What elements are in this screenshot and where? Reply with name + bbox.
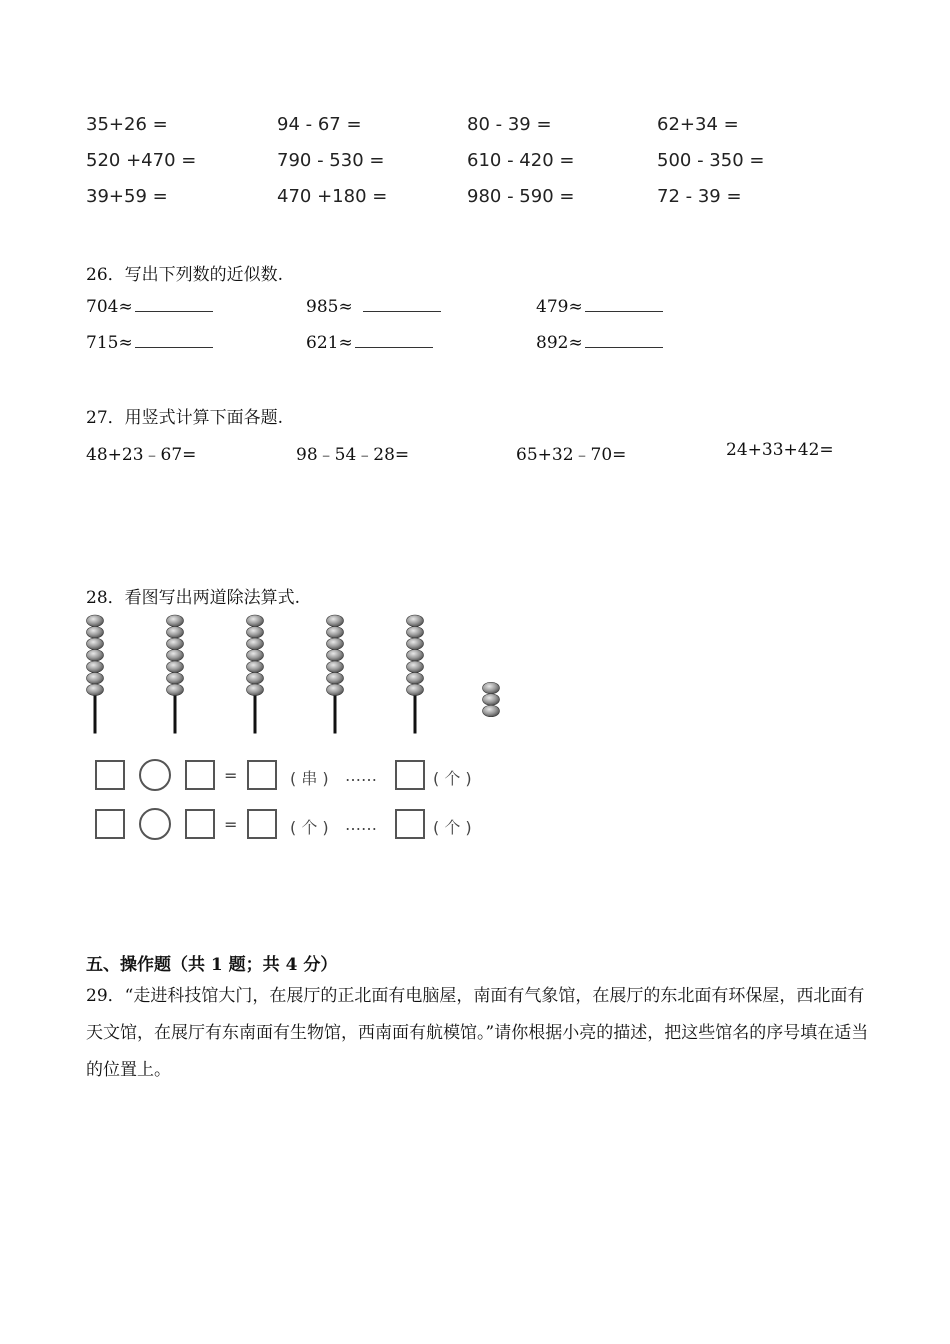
bead: [327, 638, 344, 650]
bead: [407, 627, 424, 639]
answer-box[interactable]: [95, 760, 125, 790]
q26-label: 704≈: [86, 297, 133, 317]
q26-item: [86, 297, 213, 317]
q26-label: 715≈: [86, 333, 133, 353]
bead-stick: [174, 694, 177, 734]
remainder-dots: ……: [345, 766, 377, 785]
leftover-bead: [483, 694, 500, 706]
unit-label: ( 个 ): [433, 769, 472, 788]
q26-label: 892≈: [536, 333, 583, 353]
bead: [247, 673, 264, 685]
q26-label: 985≈: [306, 297, 353, 317]
bead: [87, 650, 104, 662]
math-item: 62+34 =: [657, 114, 739, 135]
bead: [87, 684, 104, 696]
bead: [327, 673, 344, 685]
bead-stick: [254, 694, 257, 734]
bead: [407, 650, 424, 662]
q26-title: 26．写出下列数的近似数.: [86, 265, 284, 285]
operator-circle[interactable]: [139, 759, 171, 791]
bead: [167, 650, 184, 662]
unit-label: ( 串 ): [290, 769, 329, 788]
bead: [87, 673, 104, 685]
answer-box[interactable]: [185, 809, 215, 839]
q27-item: 65+32﹣70=: [516, 445, 627, 465]
bead: [407, 661, 424, 673]
bead: [407, 673, 424, 685]
bead: [167, 638, 184, 650]
math-item: 35+26 =: [86, 114, 168, 135]
answer-box[interactable]: [395, 809, 425, 839]
bead: [167, 627, 184, 639]
section-heading: 五、操作题（共 1 题；共 4 分）: [86, 955, 338, 975]
equals-sign: =: [224, 815, 238, 834]
answer-blank[interactable]: [135, 297, 213, 312]
bead: [327, 650, 344, 662]
unit-label: ( 个 ): [290, 818, 329, 837]
bead: [87, 661, 104, 673]
bead: [327, 627, 344, 639]
bead: [87, 615, 104, 627]
math-item: 980 - 590 =: [467, 186, 575, 207]
leftover-bead: [483, 705, 500, 717]
q27-item: 24+33+42=: [726, 440, 834, 460]
bead: [167, 661, 184, 673]
bead: [407, 638, 424, 650]
operator-circle[interactable]: [139, 808, 171, 840]
bead: [327, 615, 344, 627]
q29-text: 29．“走进科技馆大门，在展厅的正北面有电脑屋，南面有气象馆，在展厅的东北面有环保屋，西北面有天文馆，在展厅有东南面有生物馆，西南面有航模馆。”请你根据小亮的描述，把这些馆名的序号填在适当的位置上。: [86, 986, 869, 1080]
q26-label: 479≈: [536, 297, 583, 317]
bead: [247, 661, 264, 673]
answer-box[interactable]: [95, 809, 125, 839]
bead: [247, 615, 264, 627]
bead-stick: [94, 694, 97, 734]
math-item: 500 - 350 =: [657, 150, 765, 171]
answer-blank[interactable]: [135, 333, 213, 348]
q28-title: 28．看图写出两道除法算式.: [86, 588, 301, 608]
math-item: 520 +470 =: [86, 150, 197, 171]
bead-stick: [334, 694, 337, 734]
answer-blank[interactable]: [585, 333, 663, 348]
unit-label: ( 个 ): [433, 818, 472, 837]
math-item: 72 - 39 =: [657, 186, 742, 207]
remainder-dots: ……: [345, 815, 377, 834]
leftover-bead: [483, 682, 500, 694]
math-item: 790 - 530 =: [277, 150, 385, 171]
math-item: 610 - 420 =: [467, 150, 575, 171]
answer-box[interactable]: [247, 809, 277, 839]
q26-item: [306, 297, 441, 317]
bead: [167, 615, 184, 627]
q26-item: [536, 297, 663, 317]
math-item: 39+59 =: [86, 186, 168, 207]
bead: [87, 627, 104, 639]
q26-item: [306, 333, 433, 353]
bead: [247, 627, 264, 639]
bead: [327, 684, 344, 696]
answer-box[interactable]: [395, 760, 425, 790]
answer-blank[interactable]: [363, 297, 441, 312]
bead: [247, 684, 264, 696]
answer-blank[interactable]: [355, 333, 433, 348]
bead: [167, 684, 184, 696]
q26-label: 621≈: [306, 333, 353, 353]
answer-box[interactable]: [185, 760, 215, 790]
bead: [87, 638, 104, 650]
bead: [327, 661, 344, 673]
q27-item: 98﹣54﹣28=: [296, 445, 410, 465]
bead: [247, 650, 264, 662]
bead-strings-figure: [80, 610, 510, 735]
q26-item: [536, 333, 663, 353]
math-item: 94 - 67 =: [277, 114, 362, 135]
equals-sign: =: [224, 766, 238, 785]
q27-title: 27．用竖式计算下面各题.: [86, 408, 284, 428]
q26-item: [86, 333, 213, 353]
math-item: 470 +180 =: [277, 186, 388, 207]
answer-blank[interactable]: [585, 297, 663, 312]
answer-box[interactable]: [247, 760, 277, 790]
bead: [407, 615, 424, 627]
bead: [167, 673, 184, 685]
bead: [407, 684, 424, 696]
math-item: 80 - 39 =: [467, 114, 552, 135]
bead: [247, 638, 264, 650]
q27-item: 48+23﹣67=: [86, 445, 197, 465]
bead-stick: [414, 694, 417, 734]
